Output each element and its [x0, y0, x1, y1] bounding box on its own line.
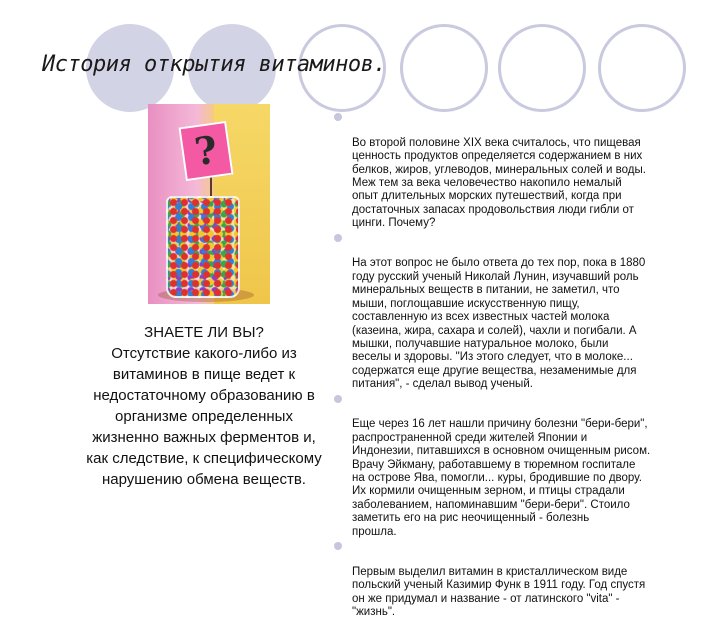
did-you-know-heading: ЗНАЕТЕ ЛИ ВЫ? [144, 324, 264, 341]
list-item-text: Еще через 16 лет нашли причину болезни "бери-бери", распространенной среди жителей Японии и Индонезии, питавшихся в основном очищенным рисом. Врачу Эйкману, работавшему в тюремном госпитале на острове Ява, помогли... куры, бродившие по двору. Их кормили очищенным зерном, и птицы страдали заболеванием, напоминавшим "бери-бери". Стоило заметить его на рис неочищенный - болезнь прошла. [352, 418, 651, 538]
question-mark-icon: ? [191, 126, 221, 175]
did-you-know-box [86, 322, 322, 490]
list-item [338, 110, 714, 231]
bullet-icon [334, 395, 342, 403]
list-item [338, 539, 714, 619]
list-item-text: Первым выделил витамин в кристаллическом виде польский ученый Казимир Функ в 1911 году. Год спустя он же придумал и название - от латинского "vita" - "жизнь". [352, 565, 646, 619]
history-bullet-list [338, 110, 714, 619]
question-mark-card [178, 121, 233, 181]
did-you-know-text: Отсутствие какого-либо из витаминов в пище ведет к недостаточному образованию в организме определенных жизненно важных ферментов и, как следствие, к специфическому нарушению обмена веществ. [86, 345, 322, 488]
candy-jar [166, 196, 240, 298]
decor-ring [598, 24, 686, 112]
decor-ring [400, 24, 488, 112]
slide-title: История открытия витаминов. [42, 52, 387, 77]
decor-ring [498, 24, 586, 112]
list-item-text: Во второй половине XIX века считалось, что пищевая ценность продуктов определяется содержанием в них белков, жиров, углеводов, минеральных солей и воды. Меж тем за века человечество накопило немалый опыт длительных морских путешествий, когда при достаточных запасах продовольствия люди гибли от цинги. Почему? [352, 136, 646, 230]
list-item [338, 231, 714, 392]
list-item-text: На этот вопрос не было ответа до тех пор, пока в 1880 году русский ученый Николай Лунин, изучавший роль минеральных веществ в питании, не заметил, что мыши, поглощавшие искусственную пищу, составленную из всех известных частей молока (казеина, жира, сахара и солей), чахли и погибали. А мышки, получавшие натуральное молоко, были веселы и здоровы. "Из этого следует, что в молоке... содержатся еще другие вещества, незаменимые для питания", - сделал вывод ученый. [352, 257, 646, 391]
bullet-icon [334, 234, 342, 242]
candy-jar-photo [148, 104, 270, 304]
bullet-icon [334, 542, 342, 550]
bullet-icon [334, 113, 342, 121]
list-item [338, 392, 714, 539]
